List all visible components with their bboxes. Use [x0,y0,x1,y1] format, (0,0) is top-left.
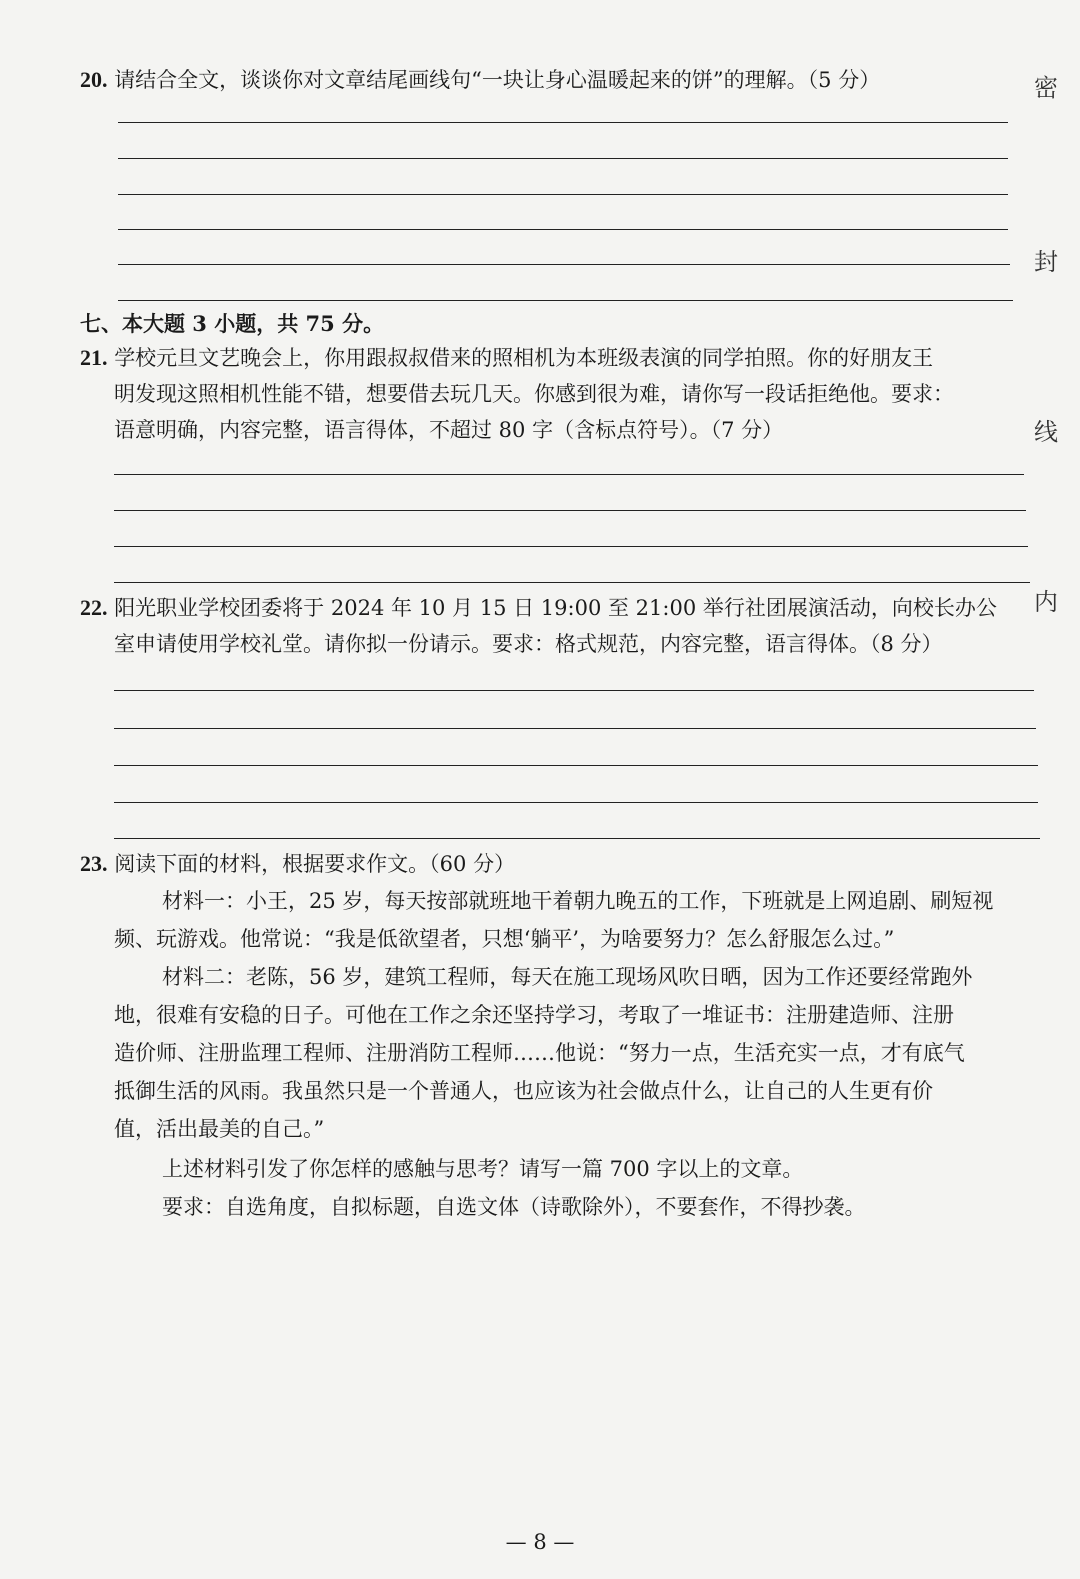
question-number: 22. [80,595,108,620]
question-line: 语意明确，内容完整，语言得体，不超过 80 字（含标点符号）。（7 分） [114,418,784,442]
answer-line[interactable] [118,158,1008,159]
material-two [114,958,1054,1148]
page-number: — 8 — [505,1530,575,1554]
answer-line[interactable] [114,474,1024,475]
answer-line[interactable] [118,194,1008,195]
material-line: 造价师、注册监理工程师、注册消防工程师……他说：“努力一点，生活充实一点，才有底气 [114,1041,965,1065]
question-text: 阅读下面的材料，根据要求作文。（60 分） [114,852,516,876]
answer-line[interactable] [114,765,1038,766]
question-number: 23. [80,851,108,876]
answer-line[interactable] [114,802,1038,803]
question-line: 学校元旦文艺晚会上，你用跟叔叔借来的照相机为本班级表演的同学拍照。你的好朋友王 [114,346,934,370]
answer-line[interactable] [114,510,1026,511]
side-mark-xian: 线 [1034,418,1058,446]
answer-line[interactable] [118,300,1013,301]
answer-line[interactable] [118,264,1010,265]
question-number: 21. [80,345,108,370]
question-line: 室申请使用学校礼堂。请你拟一份请示。要求：格式规范，内容完整，语言得体。（8 分） [114,632,943,656]
side-mark-nei: 内 [1034,588,1058,616]
answer-line[interactable] [114,728,1036,729]
section-heading: 七、本大题 3 小题，共 75 分。 [80,311,385,336]
question-22 [80,590,1040,662]
material-line: 地，很难有安稳的日子。可他在工作之余还坚持学习，考取了一堆证书：注册建造师、注册 [114,1003,954,1027]
side-mark-mi: 密 [1034,74,1058,102]
question-text: 请结合全文，谈谈你对文章结尾画线句“一块让身心温暖起来的饼”的理解。（5 分） [114,68,881,92]
answer-line[interactable] [114,690,1034,691]
material-line: 值，活出最美的自己。” [114,1117,325,1141]
side-mark-feng: 封 [1034,248,1058,276]
answer-line[interactable] [114,582,1030,583]
material-one [114,882,1054,958]
answer-line[interactable] [118,122,1008,123]
question-20 [80,62,980,98]
material-line: 材料二：老陈，56 岁，建筑工程师，每天在施工现场风吹日晒，因为工作还要经常跑外 [162,965,973,989]
answer-line[interactable] [118,229,1008,230]
answer-line[interactable] [114,546,1028,547]
question-number: 20. [80,67,108,92]
question-23 [80,846,1040,882]
question-line: 阳光职业学校团委将于 2024 年 10 月 15 日 19:00 至 21:00 举行社团展演活动，向校长办公 [114,596,997,620]
question-21 [80,340,1040,448]
essay-requirement: 要求：自选角度，自拟标题，自选文体（诗歌除外），不要套作，不得抄袭。 [162,1195,866,1219]
material-line: 抵御生活的风雨。我虽然只是一个普通人，也应该为社会做点什么，让自己的人生更有价 [114,1079,933,1103]
material-line: 材料一：小王，25 岁，每天按部就班地干着朝九晚五的工作，下班就是上网追剧、刷短视 [162,889,994,913]
material-line: 频、玩游戏。他常说：“我是低欲望者，只想‘躺平’，为啥要努力？怎么舒服怎么过。” [114,927,895,951]
answer-line[interactable] [114,838,1040,839]
question-line: 明发现这照相机性能不错，想要借去玩几天。你感到很为难，请你写一段话拒绝他。要求： [114,382,954,406]
essay-prompt: 上述材料引发了你怎样的感触与思考？请写一篇 700 字以上的文章。 [162,1157,804,1181]
